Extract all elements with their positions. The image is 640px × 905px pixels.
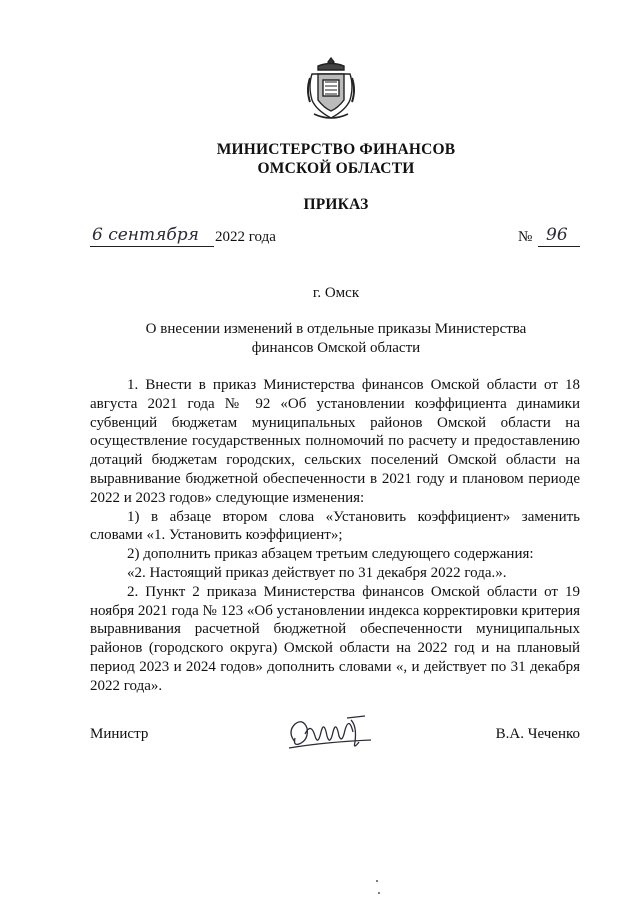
- date-number-row: [90, 225, 580, 252]
- handwritten-signature: [285, 712, 375, 756]
- paragraph-2: 1) в абзаце втором слова «Установить коэффициент» заменить словами «1. Установить коэффициент»;: [90, 508, 580, 544]
- paragraph-4: «2. Настоящий приказ действует по 31 декабря 2022 года.».: [127, 564, 507, 581]
- signatory-position: Министр: [90, 726, 149, 742]
- document-type: ПРИКАЗ: [303, 196, 369, 213]
- handwritten-number: 96: [546, 225, 568, 245]
- scan-speck: [378, 892, 380, 894]
- signature-row: [90, 726, 580, 756]
- paragraph-1: 1. Внести в приказ Министерства финансов Омской области от 18 августа 2021 года № 92 «Об установлении коэффициента динамики субвенций бюджетам муниципальных районов Омской области на осуществление государственных полномочий по расчету и предоставлению дотаций бюджетам городских, сельских поселений Омской области на выравнивание бюджетной обеспеченности в 2021 году и плановом периоде 2022 и 2023 годов» следующие изменения:: [90, 377, 580, 506]
- year-text: 2022 года: [215, 229, 276, 245]
- signatory-name: В.А. Чеченко: [495, 726, 580, 742]
- coat-of-arms-emblem: [306, 56, 356, 122]
- paragraph-3: 2) дополнить приказ абзацем третьим следующего содержания:: [127, 546, 534, 563]
- subject-title: [140, 320, 532, 358]
- city-name: г. Омск: [312, 285, 360, 301]
- handwritten-date: 6 сентября: [92, 225, 199, 245]
- paragraph-5: 2. Пункт 2 приказа Министерства финансов Омской области от 19 ноября 2021 года № 123 «Об установлении индекса корректировки критерия выравнивания расчетной бюджетной обеспеченности муниципальных районов (городского округа) Омской области на 2022 год и на плановый период 2023 и 2024 годов» дополнить словами «, и действует по 31 декабря 2022 года».: [90, 583, 580, 694]
- number-field: [538, 225, 580, 247]
- subject-line1: О внесении изменений в отдельные приказы Министерства: [145, 321, 527, 337]
- document-body: [90, 376, 580, 696]
- ministry-title-line1: МИНИСТЕРСТВО ФИНАНСОВ: [216, 141, 456, 158]
- scan-speck: [376, 880, 378, 882]
- subject-line2: финансов Омской области: [251, 340, 421, 356]
- ministry-title-line2: ОМСКОЙ ОБЛАСТИ: [257, 160, 415, 177]
- date-field: [90, 225, 214, 247]
- number-label: №: [518, 229, 533, 245]
